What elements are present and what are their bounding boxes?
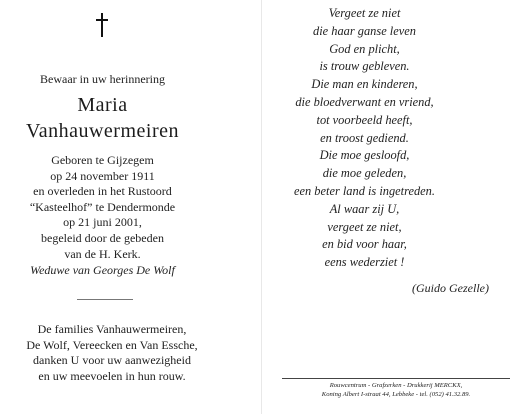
poem-line: eens wederziet ! xyxy=(324,255,405,270)
thanks-line: De Wolf, Vereecken en Van Essche, xyxy=(26,337,198,352)
biography xyxy=(0,153,205,262)
poem-line: God en plicht, xyxy=(329,41,400,56)
imprint-line: Rouwcentrum - Grafzerken - Drukkerij MERCKX, xyxy=(329,382,463,389)
bio-line: en overleden in het Rustoord xyxy=(33,184,172,199)
bio-line: van de H. Kerk. xyxy=(64,246,141,261)
poem-line: een beter land is ingetreden. xyxy=(294,183,435,198)
deceased-first-name: Maria xyxy=(77,94,128,116)
imprint-line: Koning Albert I-straat 44, Lebbeke - tel. (052) 41.32.89. xyxy=(321,391,471,398)
poem-line: die moe geleden, xyxy=(322,166,407,181)
bio-line: begeleid door de gebeden xyxy=(41,230,164,245)
deceased-last-name: Vanhauwermeiren xyxy=(26,120,179,142)
thanks-line: danken U voor uw aanwezigheid xyxy=(33,353,191,367)
remembrance-heading: Bewaar in uw herinnering xyxy=(40,72,165,86)
printer-imprint xyxy=(280,381,510,399)
cross-icon xyxy=(92,10,112,40)
poem-line: Al waar zij U, xyxy=(329,201,400,216)
poem-line: vergeet ze niet, xyxy=(327,219,402,234)
widow-of: Weduwe van Georges De Wolf xyxy=(30,263,175,277)
poem-line: Vergeet ze niet xyxy=(328,6,401,20)
thanks-line: en uw meevoelen in hun rouw. xyxy=(38,368,186,383)
poem-author: (Guido Gezelle) xyxy=(412,281,489,295)
poem-line: Die man en kinderen, xyxy=(311,77,418,92)
thanks-line: De families Vanhauwermeiren, xyxy=(37,322,187,336)
poem xyxy=(262,5,467,272)
poem-line: is trouw gebleven. xyxy=(319,59,410,74)
poem-line: Die moe gesloofd, xyxy=(319,148,410,163)
poem-line: en troost gediend. xyxy=(320,130,409,145)
imprint-rule xyxy=(282,378,510,379)
separator-line xyxy=(77,299,133,300)
bio-line: op 21 juni 2001, xyxy=(63,215,142,230)
bio-line: “Kasteelhof” te Dendermonde xyxy=(29,199,176,214)
poem-line: die bloedverwant en vriend, xyxy=(295,94,434,109)
right-page xyxy=(262,0,510,414)
family-thanks xyxy=(0,322,224,384)
poem-line: en bid voor haar, xyxy=(322,237,407,252)
bio-line: op 24 november 1911 xyxy=(50,168,155,183)
poem-line: die haar ganse leven xyxy=(313,23,416,38)
poem-line: tot voorbeeld heeft, xyxy=(316,112,413,127)
bio-line: Geboren te Gijzegem xyxy=(51,153,154,167)
